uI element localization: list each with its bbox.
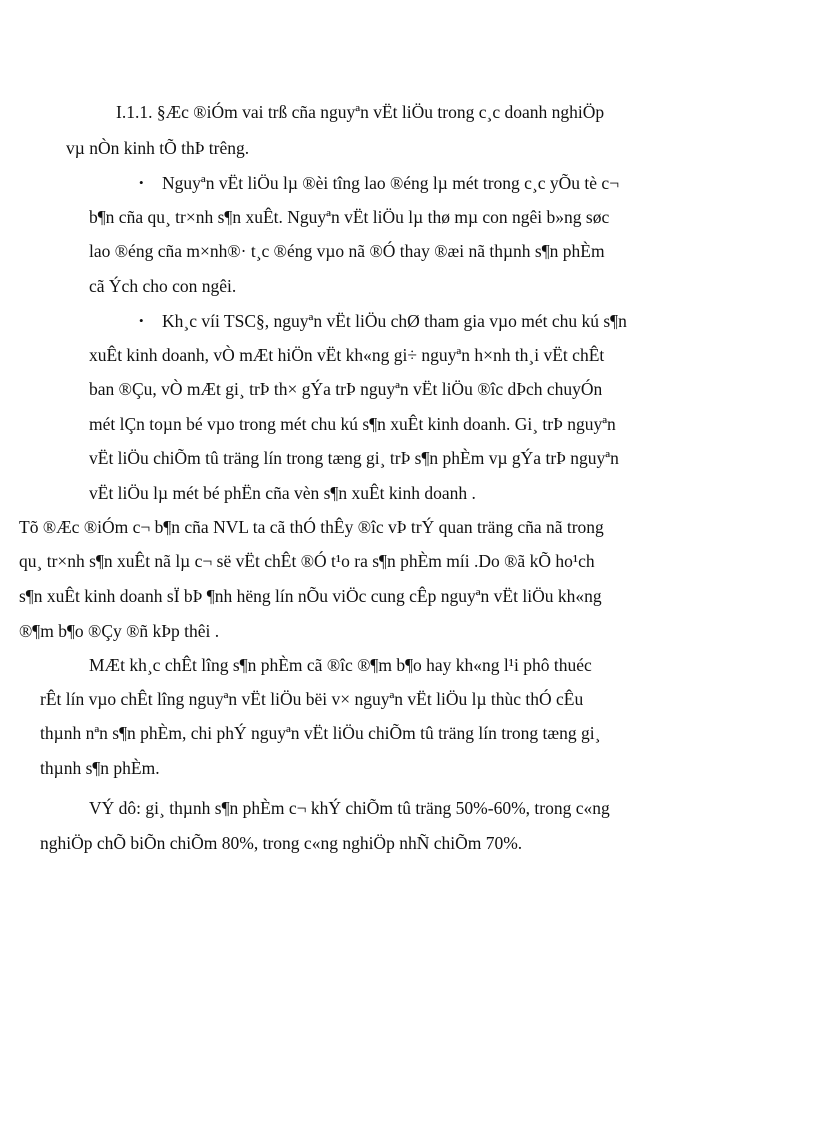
paragraph-2-line-2: rÊt lín vµo chÊt lîng nguyªn vËt liÖu bëi v× nguyªn vËt liÖu lµ thùc thÓ cÊu bbox=[40, 689, 584, 709]
paragraph-2-line-1: MÆt kh¸c chÊt lîng s¶n phÈm cã ®îc ®¶m b¶o hay kh«ng l¹i phô thuéc bbox=[89, 655, 592, 675]
bullet-1-line-4: cã Ých cho con ngêi. bbox=[89, 276, 237, 296]
bullet-1-line-3: lao ®éng cña m×nh®· t¸c ®éng vµo nã ®Ó thay ®æi nã thµnh s¶n phÈm bbox=[89, 241, 605, 261]
paragraph-3-line-2: nghiÖp chÕ biÕn chiÕm 80%, trong c«ng nghiÖp nhÑ chiÕm 70%. bbox=[40, 833, 523, 853]
paragraph-2-line-3: thµnh nªn s¶n phÈm, chi phÝ nguyªn vËt liÖu chiÕm tû träng lín trong tæng gi¸ bbox=[40, 723, 601, 743]
paragraph-1-line-1: Tõ ®Æc ®iÓm c¬ b¶n cña NVL ta cã thÓ thÊy ®îc vÞ trÝ quan träng cña nã trong bbox=[19, 517, 604, 537]
bullet-2-line-6: vËt liÖu lµ mét bé phËn cña vèn s¶n xuÊt kinh doanh . bbox=[89, 483, 476, 503]
bullet-2-line-3: ban ®Çu, vÒ mÆt gi¸ trÞ th× gÝa trÞ nguyªn vËt liÖu ®îc dÞch chuyÓn bbox=[89, 379, 603, 399]
section-heading-line-2: vµ nÒn kinh tÕ thÞ trêng. bbox=[66, 138, 250, 158]
paragraph-1-line-3: s¶n xuÊt kinh doanh sÏ bÞ ¶nh hëng lín nÕu viÖc cung cÊp nguyªn vËt liÖu kh«ng bbox=[19, 586, 602, 606]
section-heading-line-1: I.1.1. §Æc ®iÓm vai trß cña nguyªn vËt liÖu trong c¸c doanh nghiÖp bbox=[116, 102, 605, 122]
bullet-marker: • bbox=[139, 175, 144, 190]
bullet-2-line-5: vËt liÖu chiÕm tû träng lín trong tæng gi¸ trÞ s¶n phÈm vµ gÝa trÞ nguyªn bbox=[89, 448, 619, 468]
bullet-2-line-1: Kh¸c víi TSC§, nguyªn vËt liÖu chØ tham gia vµo mét chu kú s¶n bbox=[162, 311, 627, 331]
paragraph-1-line-2: qu¸ tr×nh s¶n xuÊt nã lµ c¬ së vËt chÊt ®Ó t¹o ra s¶n phÈm míi .Do ®ã kÕ ho¹ch bbox=[19, 551, 595, 571]
paragraph-2-line-4: thµnh s¶n phÈm. bbox=[40, 758, 160, 778]
paragraph-3-line-1: VÝ dô: gi¸ thµnh s¶n phÈm c¬ khÝ chiÕm tû träng 50%-60%, trong c«ng bbox=[89, 798, 610, 818]
bullet-1-line-2: b¶n cña qu¸ tr×nh s¶n xuÊt. Nguyªn vËt liÖu lµ thø mµ con ngêi b»ng søc bbox=[89, 207, 610, 227]
bullet-2-line-4: mét lÇn toµn bé vµo trong mét chu kú s¶n xuÊt kinh doanh. Gi¸ trÞ nguyªn bbox=[89, 414, 616, 434]
bullet-marker: • bbox=[139, 313, 144, 328]
bullet-2-line-2: xuÊt kinh doanh, vÒ mÆt hiÖn vËt kh«ng gi÷ nguyªn h×nh th¸i vËt chÊt bbox=[89, 345, 605, 365]
paragraph-1-line-4: ®¶m b¶o ®Çy ®ñ kÞp thêi . bbox=[19, 621, 220, 641]
bullet-1-line-1: Nguyªn vËt liÖu lµ ®èi tîng lao ®éng lµ mét trong c¸c yÕu tè c¬ bbox=[162, 173, 620, 193]
